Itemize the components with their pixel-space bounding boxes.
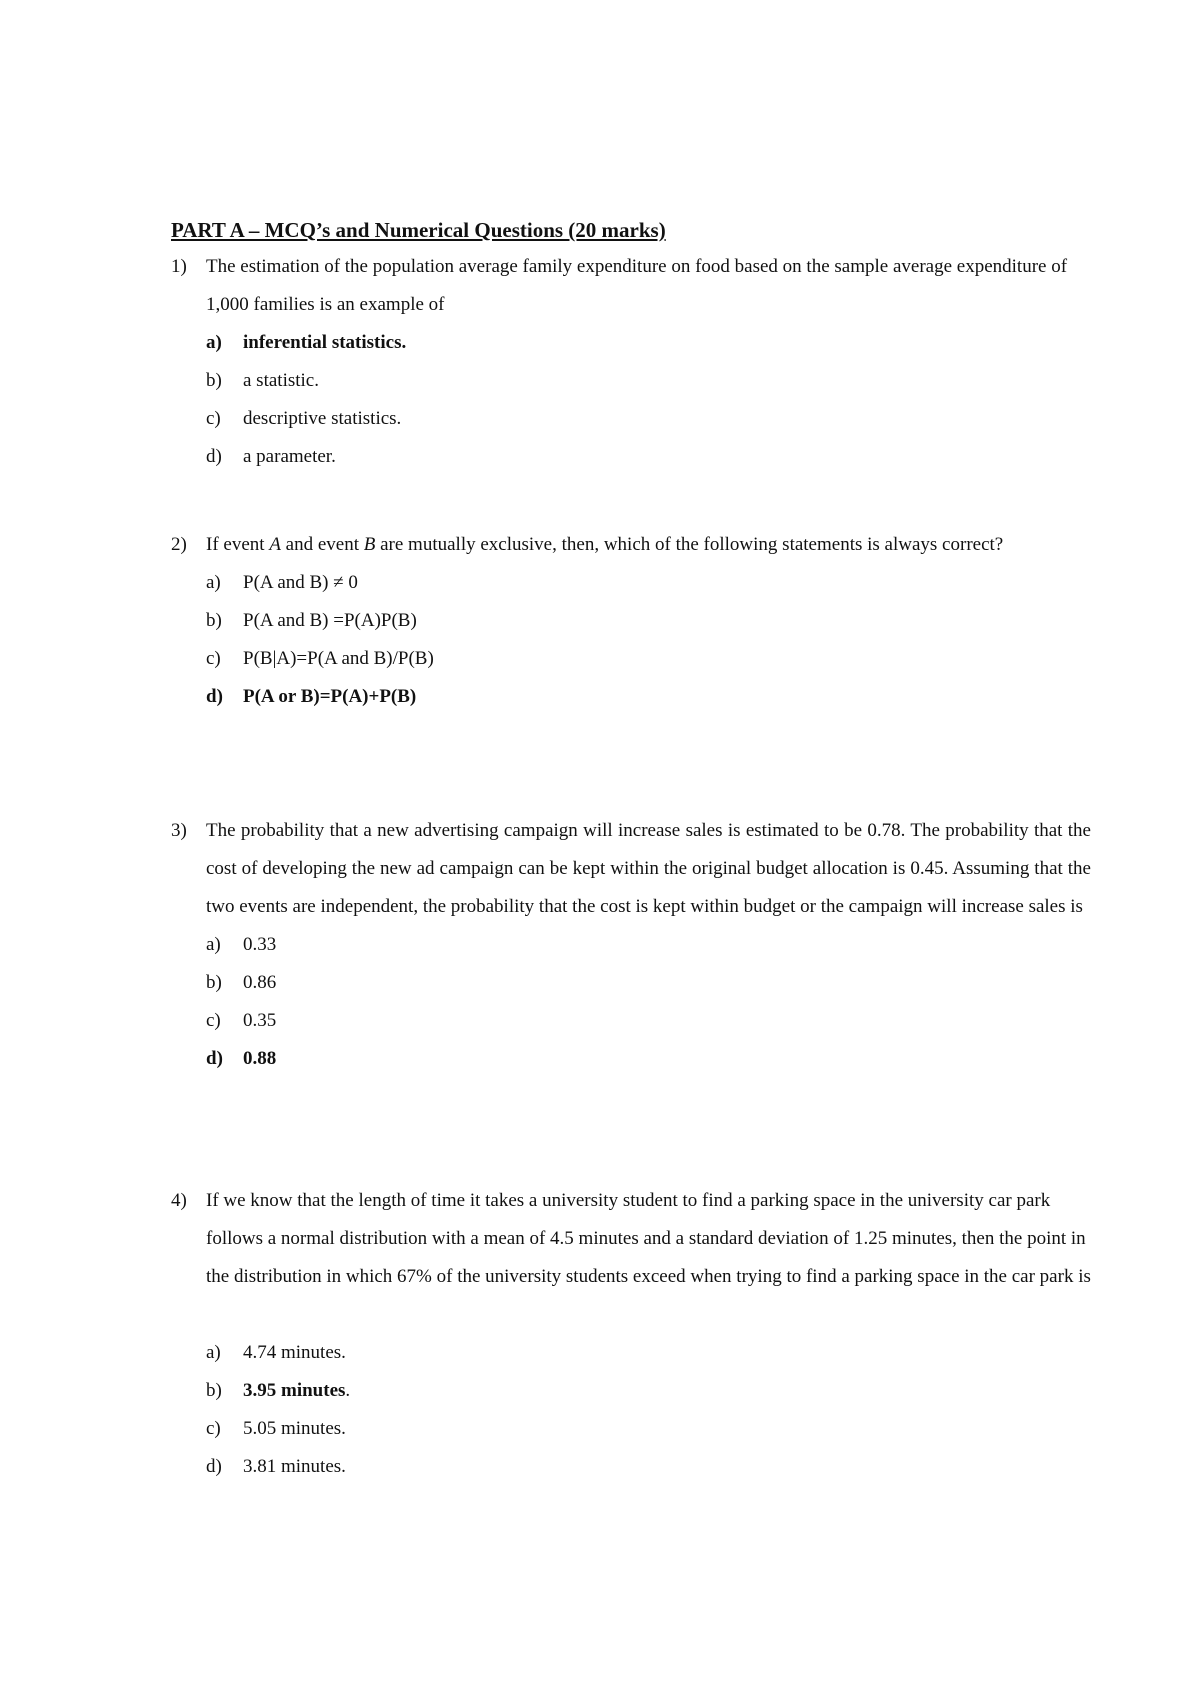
- event-b: B: [363, 534, 376, 555]
- question-text-part: If event: [206, 534, 265, 555]
- option-b: [206, 1372, 1091, 1410]
- option-label: c): [206, 408, 221, 429]
- option-text: 0.35: [243, 1010, 277, 1031]
- option-a: [206, 926, 1091, 964]
- option-label: b): [206, 1380, 222, 1401]
- answer-suffix: .: [345, 1380, 351, 1401]
- question-1: [171, 248, 1091, 476]
- question-number: 1): [171, 256, 187, 277]
- option-text: a statistic.: [243, 370, 319, 391]
- option-text: P(A or B)=P(A)+P(B): [243, 686, 417, 707]
- option-b: [206, 964, 1091, 1002]
- section-heading: PART A – MCQ’s and Numerical Questions (20 marks): [171, 218, 666, 242]
- option-label: a): [206, 572, 221, 593]
- question-number: 2): [171, 534, 187, 555]
- option-text: 5.05 minutes.: [243, 1418, 346, 1439]
- option-text: 0.88: [243, 1048, 277, 1069]
- option-a: [206, 564, 1091, 602]
- option-d: [206, 678, 1091, 716]
- option-label: a): [206, 1342, 221, 1363]
- question-text-part: are mutually exclusive, then, which of the following statements is always correct?: [380, 534, 1004, 555]
- option-d: [206, 1040, 1091, 1078]
- option-d: [206, 438, 1091, 476]
- option-text: P(A and B) ≠ 0: [243, 572, 358, 593]
- option-text: [243, 1372, 350, 1410]
- option-text: 3.81 minutes.: [243, 1456, 346, 1477]
- question-3: [171, 812, 1091, 1078]
- question-text-part: and event: [285, 534, 359, 555]
- option-text: 0.86: [243, 972, 277, 993]
- option-c: [206, 400, 1091, 438]
- option-label: c): [206, 1418, 221, 1439]
- option-a: [206, 1334, 1091, 1372]
- option-c: [206, 1002, 1091, 1040]
- option-text: descriptive statistics.: [243, 408, 402, 429]
- option-label: d): [206, 446, 222, 467]
- question-number: 3): [171, 820, 187, 841]
- option-label: b): [206, 610, 222, 631]
- option-b: [206, 602, 1091, 640]
- question-text: [206, 526, 1091, 564]
- option-text: 4.74 minutes.: [243, 1342, 346, 1363]
- option-c: [206, 640, 1091, 678]
- option-b: [206, 362, 1091, 400]
- option-c: [206, 1410, 1091, 1448]
- option-label: b): [206, 972, 222, 993]
- option-label: a): [206, 934, 221, 955]
- option-text: 0.33: [243, 934, 277, 955]
- option-label: b): [206, 370, 222, 391]
- answer-text: 3.95 minutes: [243, 1380, 346, 1401]
- option-label: d): [206, 686, 223, 707]
- option-text: inferential statistics.: [243, 332, 407, 353]
- question-number: 4): [171, 1190, 187, 1211]
- question-4: [171, 1182, 1091, 1486]
- option-label: d): [206, 1048, 223, 1069]
- question-text: If we know that the length of time it takes a university student to find a parking space in the university car park follows a normal distribution with a mean of 4.5 minutes and a standard deviation of 1.25 minutes, then the point in the distribution in which 67% of the university students exceed when trying to find a parking space in the car park is: [206, 1190, 1091, 1287]
- event-a: A: [269, 534, 281, 555]
- question-2: [171, 526, 1091, 716]
- option-d: [206, 1448, 1091, 1486]
- option-label: c): [206, 1010, 221, 1031]
- option-text: P(B|A)=P(A and B)/P(B): [243, 648, 434, 669]
- option-label: c): [206, 648, 221, 669]
- option-label: d): [206, 1456, 222, 1477]
- option-text: P(A and B) =P(A)P(B): [243, 610, 417, 631]
- question-text: The probability that a new advertising campaign will increase sales is estimated to be 0.78. The probability that the cost of developing the new ad campaign can be kept within the original budget allocation is 0.45. Assuming that the two events are independent, the probability that the cost is kept within budget or the campaign will increase sales is: [206, 820, 1091, 917]
- option-label: a): [206, 332, 222, 353]
- option-text: a parameter.: [243, 446, 336, 467]
- option-a: [206, 324, 1091, 362]
- question-text: The estimation of the population average family expenditure on food based on the sample average expenditure of 1,000 families is an example of: [206, 256, 1068, 315]
